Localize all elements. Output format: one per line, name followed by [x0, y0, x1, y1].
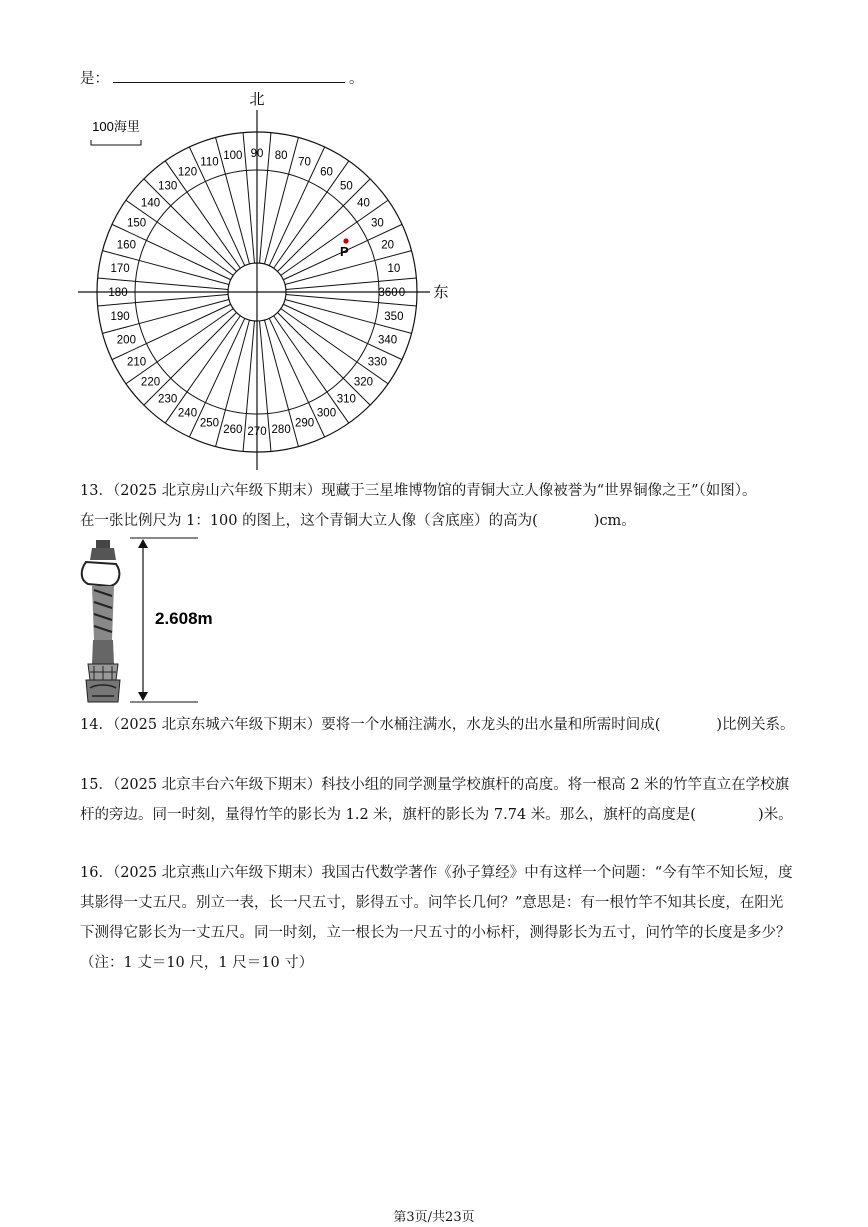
compass-ray [135, 281, 228, 289]
compass-ray [260, 321, 268, 414]
compass-tick [268, 133, 271, 171]
angle-label: 360 [378, 287, 398, 299]
q13-text-b: )cm。 [593, 513, 636, 529]
q14-text-b: )比例关系。 [716, 717, 795, 733]
angle-label: 210 [127, 356, 147, 369]
angle-label: 170 [110, 262, 130, 275]
question-13 [80, 476, 795, 536]
compass-tick [375, 324, 412, 334]
angle-label: 110 [200, 156, 219, 169]
angle-label: 290 [294, 417, 315, 430]
angle-label: 80 [274, 150, 288, 163]
question-14 [80, 710, 795, 740]
angle-label: 50 [339, 180, 353, 193]
page-footer: 第3页/共23页 [393, 1210, 475, 1225]
q13-text-a: 在一张比例尺为 1：100 的图上，这个青铜大立人像（含底座）的高为( [80, 513, 538, 529]
angle-label: 270 [247, 426, 267, 438]
angle-label: 190 [110, 311, 130, 324]
compass-tick [243, 133, 246, 171]
angle-label: 260 [223, 423, 243, 436]
compass-tick [379, 303, 417, 306]
compass-ray [246, 170, 254, 263]
angle-label: 130 [158, 180, 178, 193]
compass-tick [289, 137, 299, 174]
height-label: 2.608m [155, 609, 213, 628]
compass-tick [268, 414, 271, 452]
compass-tick [375, 251, 412, 261]
angle-label: 310 [336, 393, 356, 406]
angle-label: 140 [140, 197, 161, 210]
compass-ray [246, 321, 254, 414]
angle-label: 160 [116, 239, 136, 252]
angle-label: 70 [298, 156, 311, 169]
north-label: 北 [249, 91, 265, 108]
angle-label: 20 [381, 239, 395, 252]
compass-tick [98, 278, 136, 281]
angle-label: 350 [384, 311, 404, 324]
compass-tick [102, 324, 139, 334]
compass-ray [286, 281, 379, 289]
compass-tick [243, 414, 246, 452]
angle-label: 250 [199, 417, 220, 430]
compass-diagram [70, 88, 470, 473]
compass-ray [260, 170, 268, 263]
angle-label: 10 [387, 262, 401, 275]
zero-label: 0 [398, 287, 406, 299]
angle-label: 90 [250, 148, 264, 160]
angle-label: 60 [320, 166, 333, 179]
arrow-head-top [138, 539, 148, 548]
east-label: 东 [433, 284, 449, 301]
angle-label: 100 [223, 150, 243, 163]
answer-line [80, 70, 364, 87]
angle-label: 30 [370, 217, 384, 230]
statue-illustration [82, 540, 120, 702]
angle-label: 340 [378, 334, 398, 347]
compass-tick [379, 278, 417, 281]
scale-label: 100海里 [92, 119, 140, 134]
compass-ray [135, 295, 228, 303]
bronze-statue-figure [75, 530, 215, 710]
q14-text-a: 14．（2025 北京东城六年级下期末）要将一个水桶注满水，水龙头的出水量和所需时间成( [80, 717, 661, 733]
scale-bar [91, 140, 141, 145]
angle-label: 150 [127, 217, 147, 230]
arrow-head-bottom [138, 692, 148, 701]
q13-line1: 13．（2025 北京房山六年级下期末）现藏于三星堆博物馆的青铜大立人像被誉为“世界铜像之王”（如图）。 [80, 483, 757, 499]
angle-label: 200 [116, 334, 136, 347]
angle-label: 220 [140, 376, 161, 389]
angle-label: 230 [158, 393, 178, 406]
angle-label: 300 [316, 407, 337, 420]
angle-label: 280 [271, 423, 291, 436]
angle-label: 40 [357, 197, 370, 210]
answer-prefix: 是： [80, 71, 109, 87]
compass-tick [98, 303, 136, 306]
angle-label: 120 [177, 166, 198, 179]
point-p-label: P [340, 244, 349, 259]
point-p-marker [343, 238, 348, 243]
q15-text-b: )米。 [757, 807, 793, 823]
angle-label: 240 [177, 407, 198, 420]
angle-label: 330 [367, 356, 387, 369]
question-15 [80, 770, 795, 830]
angle-label: 320 [353, 376, 374, 389]
answer-suffix: 。 [349, 71, 364, 87]
angle-label: 180 [108, 287, 128, 299]
compass-tick [102, 251, 139, 261]
question-16: 16．（2025 北京燕山六年级下期末）我国古代数学著作《孙子算经》中有这样一个问题：“今有竿不知长短，度其影得一丈五尺。别立一表，长一尺五寸，影得五寸。问竿长几何？”意思是：有一根竹竿不知其长度，在阳光下测得它影长为一丈五尺。同一时刻，立一根长为一尺五寸的小标杆，测得影长为五寸，问竹竿的长度是多少？（注：1 丈＝10 尺，1 尺＝10 寸） [80, 865, 793, 971]
answer-blank[interactable] [113, 70, 345, 83]
q15-text-a: 15．（2025 北京丰台六年级下期末）科技小组的同学测量学校旗杆的高度。将一根高 2 米的竹竿直立在学校旗杆的旁边。同一时刻，量得竹竿的影长为 1.2 米，旗杆的影长为 7.74 米。那么，旗杆的高度是( [80, 777, 790, 823]
compass-ray [286, 295, 379, 303]
